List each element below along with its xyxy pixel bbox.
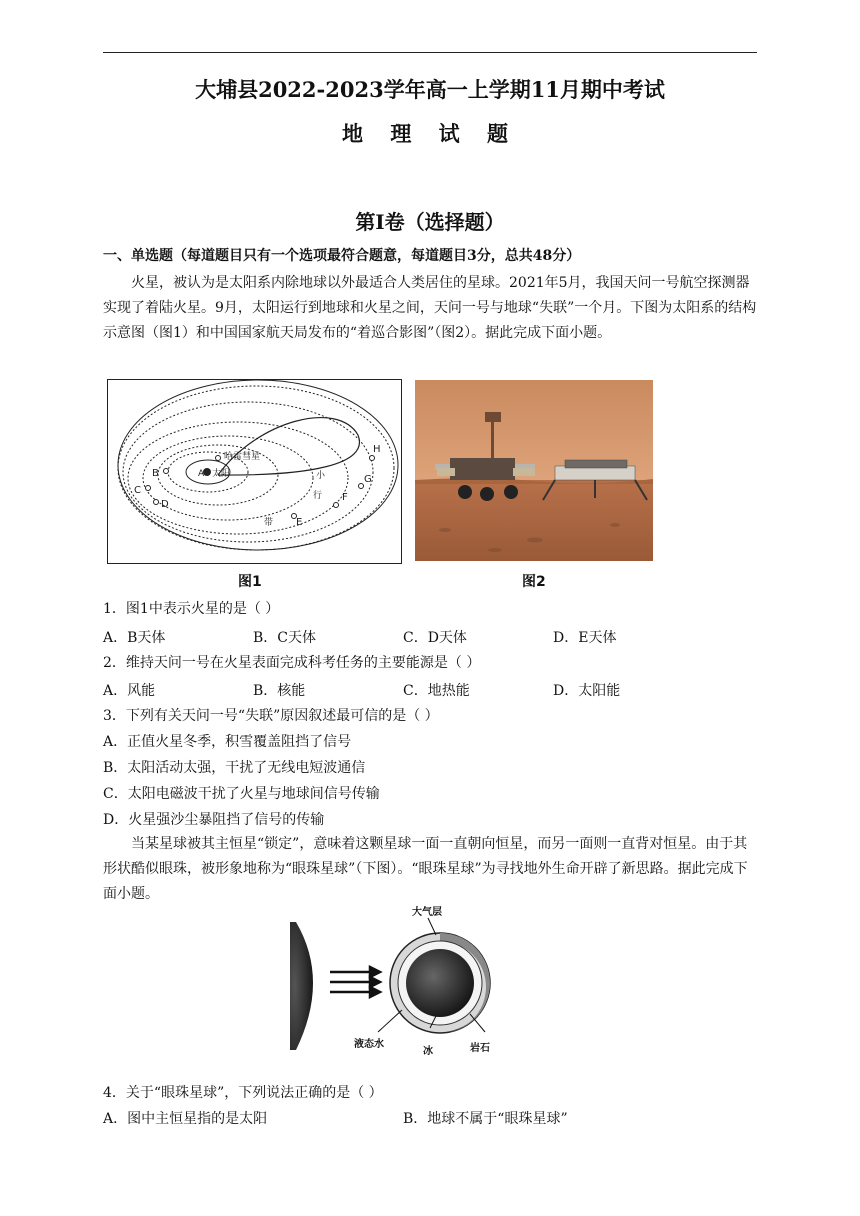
figure1-caption: 图1 <box>238 574 262 590</box>
eyeball-planet-diagram <box>290 902 530 1058</box>
label-c: C <box>134 485 141 496</box>
q1-option-b[interactable]: B．C天体 <box>253 630 316 646</box>
q1-option-a[interactable]: A．B天体 <box>103 630 166 646</box>
q1-option-d[interactable]: D．E天体 <box>553 630 617 646</box>
solar-system-diagram <box>107 379 402 564</box>
passage-mars: 火星，被认为是太阳系内除地球以外最适合人类居住的星球。2021年5月，我国天问一号航空探测器实现了着陆火星。9月，太阳运行到地球和火星之间，天问一号与地球“失联”一个月。下图为太阳系的结构示意图（图1）和中国国家航天局发布的“着巡合影图”（图2）。据此完成下面小题。 <box>103 275 757 341</box>
passage-eyeball-planet: 当某星球被其主恒星“锁定”，意味着这颗星球一面一直朝向恒星，而另一面则一直背对恒星。由于其形状酷似眼珠，被形象地称为“眼珠星球”（下图）。“眼珠星球”为寻找地外生命开辟了新思路。据此完成下面小题。 <box>103 836 748 902</box>
q3-option-b[interactable]: B．太阳活动太强，干扰了无线电短波通信 <box>103 760 366 776</box>
top-rule <box>103 52 757 53</box>
q3-option-d[interactable]: D．火星强沙尘暴阻挡了信号的传输 <box>103 812 325 828</box>
label-h: H <box>373 444 381 455</box>
liquid-water-label: 液态水 <box>354 1039 384 1050</box>
question-2-options <box>103 680 763 700</box>
belt-label-1: 小 <box>316 471 326 481</box>
subject-title: 地 理 试 题 <box>342 121 518 146</box>
ice-label: 冰 <box>423 1046 433 1057</box>
q2-option-d[interactable]: D．太阳能 <box>553 683 621 699</box>
sun-label: 太阳 <box>212 469 231 479</box>
question-4-stem: 4．关于“眼珠星球”，下列说法正确的是（ ） <box>103 1085 383 1101</box>
part-title: 第Ⅰ卷（选择题） <box>355 210 505 234</box>
q2-option-b[interactable]: B．核能 <box>253 683 306 699</box>
q3-option-c[interactable]: C．太阳电磁波干扰了火星与地球间信号传输 <box>103 786 380 802</box>
label-d: D <box>161 499 169 510</box>
q3-option-a[interactable]: A．正值火星冬季，积雪覆盖阻挡了信号 <box>103 734 352 750</box>
q2-option-c[interactable]: C．地热能 <box>403 683 470 699</box>
q4-option-b[interactable]: B．地球不属于“眼珠星球” <box>403 1111 568 1127</box>
figure2-caption: 图2 <box>522 574 546 590</box>
label-g: G <box>364 474 372 485</box>
question-4-options <box>103 1108 763 1128</box>
mars-rover-photo <box>415 380 653 561</box>
comet-label: 哈雷彗星 <box>224 452 261 462</box>
belt-label-3: 带 <box>264 518 274 528</box>
belt-label-2: 行 <box>313 491 323 501</box>
question-1-options <box>103 627 763 647</box>
label-f: F <box>342 492 348 503</box>
q4-option-a[interactable]: A．图中主恒星指的是太阳 <box>103 1111 268 1127</box>
question-3-stem: 3．下列有关天问一号“失联”原因叙述最可信的是（ ） <box>103 708 439 724</box>
label-a: A <box>198 469 205 479</box>
question-1-stem: 1．图1中表示火星的是（ ） <box>103 601 280 617</box>
q1-option-c[interactable]: C．D天体 <box>403 630 467 646</box>
q2-option-a[interactable]: A．风能 <box>103 683 156 699</box>
rock-label: 岩石 <box>470 1043 490 1054</box>
atmosphere-label: 大气层 <box>412 907 442 918</box>
exam-title: 大埔县2022-2023学年高一上学期11月期中考试 <box>195 77 665 102</box>
label-e: E <box>296 517 303 528</box>
section-heading: 一、单选题（每道题目只有一个选项最符合题意，每道题目3分，总共48分） <box>103 248 581 264</box>
question-2-stem: 2．维持天问一号在火星表面完成科考任务的主要能源是（ ） <box>103 655 481 671</box>
label-b: B <box>152 468 159 479</box>
